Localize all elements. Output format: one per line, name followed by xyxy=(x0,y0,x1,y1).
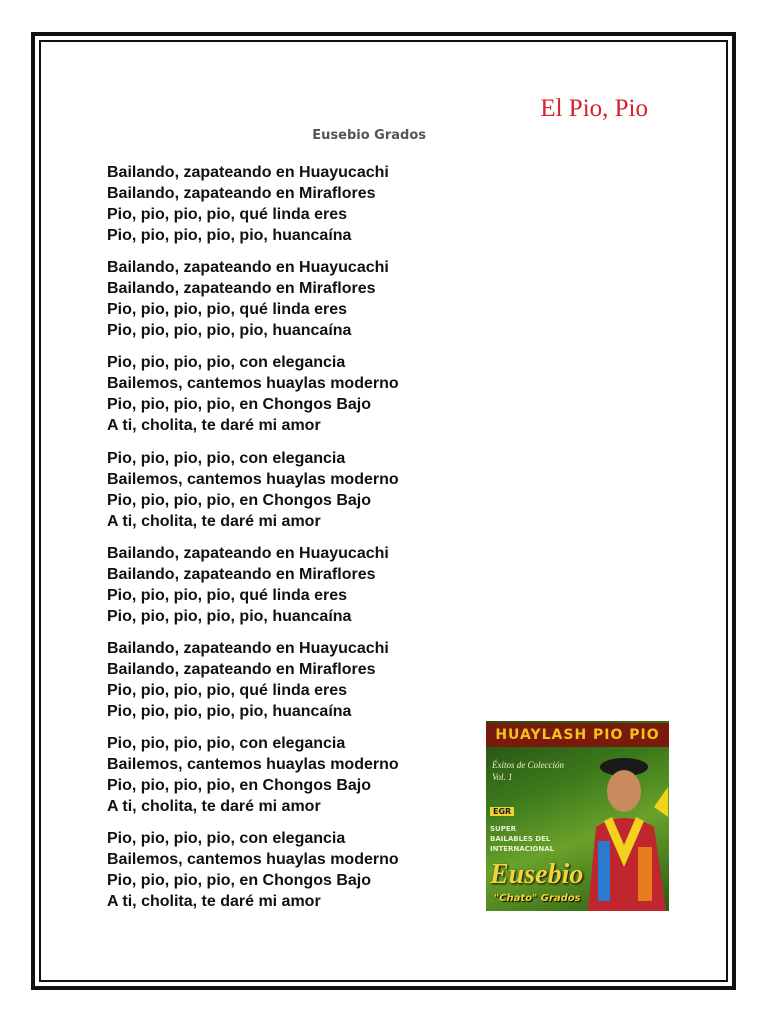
lyric-line: Pio, pio, pio, pio, pio, huancaína xyxy=(107,227,352,244)
album-tagline xyxy=(490,824,570,854)
lyric-line: Bailando, zapateando en Miraflores xyxy=(107,565,376,583)
lyric-line: Pio, pio, pio, pio, qué linda eres xyxy=(107,206,348,223)
album-subtitle xyxy=(492,759,572,783)
lyric-line: A ti, cholita, te daré mi amor xyxy=(107,417,321,435)
lyric-line: Bailando, zapateando en Huayucachi xyxy=(107,639,389,657)
lyric-line: Pio, pio, pio, pio, qué linda eres xyxy=(107,681,348,699)
lyric-line: Bailemos, cantemos huaylas moderno xyxy=(107,375,399,393)
lyric-line: Pio, pio, pio, pio, con elegancia xyxy=(107,354,346,372)
lyric-line: Bailemos, cantemos huaylas moderno xyxy=(107,851,399,869)
album-subtitle-line: Vol. 1 xyxy=(492,772,513,782)
lyric-line: Bailemos, cantemos huaylas moderno xyxy=(107,470,399,488)
lyric-line: A ti, cholita, te daré mi amor xyxy=(107,798,321,816)
album-tagline-line: BAILABLES DEL xyxy=(490,835,551,843)
stanza-2 xyxy=(107,257,467,341)
song-author: Eusebio Grados xyxy=(312,128,426,143)
lyric-line: Bailando, zapateando en Miraflores xyxy=(107,185,376,202)
album-tagline-line: INTERNACIONAL xyxy=(490,845,555,853)
lyric-line: Bailando, zapateando en Miraflores xyxy=(107,280,376,298)
stanza-6 xyxy=(107,638,467,722)
lyric-line: Pio, pio, pio, pio, en Chongos Bajo xyxy=(107,396,371,414)
lyric-line: Bailando, zapateando en Miraflores xyxy=(107,660,376,678)
album-cover-image xyxy=(486,721,669,911)
lyric-line: A ti, cholita, te daré mi amor xyxy=(107,512,321,530)
stanza-3 xyxy=(107,352,467,436)
album-tagline-line: SUPER xyxy=(490,825,517,833)
album-artist-nickname: "Chato" Grados xyxy=(494,893,581,904)
stanza-8 xyxy=(107,828,467,912)
lyric-line: Pio, pio, pio, pio, con elegancia xyxy=(107,735,346,753)
lyric-line: Bailando, zapateando en Huayucachi xyxy=(107,544,389,562)
lyric-line: Pio, pio, pio, pio, con elegancia xyxy=(107,449,346,467)
lyric-line: Pio, pio, pio, pio, en Chongos Bajo xyxy=(107,777,371,795)
lyrics-body xyxy=(107,162,467,924)
label-logo: EGR xyxy=(490,807,514,816)
singer-figure-illustration xyxy=(574,747,669,911)
album-subtitle-line: Éxitos de Colección xyxy=(492,760,564,770)
album-title: HUAYLASH PIO PIO xyxy=(486,723,669,747)
lyric-line: Bailando, zapateando en Huayucachi xyxy=(107,259,389,277)
lyric-line: Pio, pio, pio, pio, con elegancia xyxy=(107,830,346,848)
lyric-line: Bailando, zapateando en Huayucachi xyxy=(107,164,389,181)
lyric-line: Pio, pio, pio, pio, pio, huancaína xyxy=(107,702,352,720)
lyric-line: Pio, pio, pio, pio, qué linda eres xyxy=(107,301,348,319)
lyric-line: A ti, cholita, te daré mi amor xyxy=(107,893,321,911)
lyric-line: Pio, pio, pio, pio, pio, huancaína xyxy=(107,322,352,340)
song-title: El Pio, Pio xyxy=(540,95,648,122)
stanza-1 xyxy=(107,162,467,246)
lyric-line: Pio, pio, pio, pio, qué linda eres xyxy=(107,586,348,604)
stanza-4 xyxy=(107,448,467,532)
lyric-line: Bailemos, cantemos huaylas moderno xyxy=(107,756,399,774)
stanza-7 xyxy=(107,733,467,817)
stanza-5 xyxy=(107,543,467,627)
lyric-line: Pio, pio, pio, pio, pio, huancaína xyxy=(107,607,352,625)
lyric-line: Pio, pio, pio, pio, en Chongos Bajo xyxy=(107,491,371,509)
album-artist-name: Eusebio xyxy=(490,859,584,890)
lyric-line: Pio, pio, pio, pio, en Chongos Bajo xyxy=(107,872,371,890)
